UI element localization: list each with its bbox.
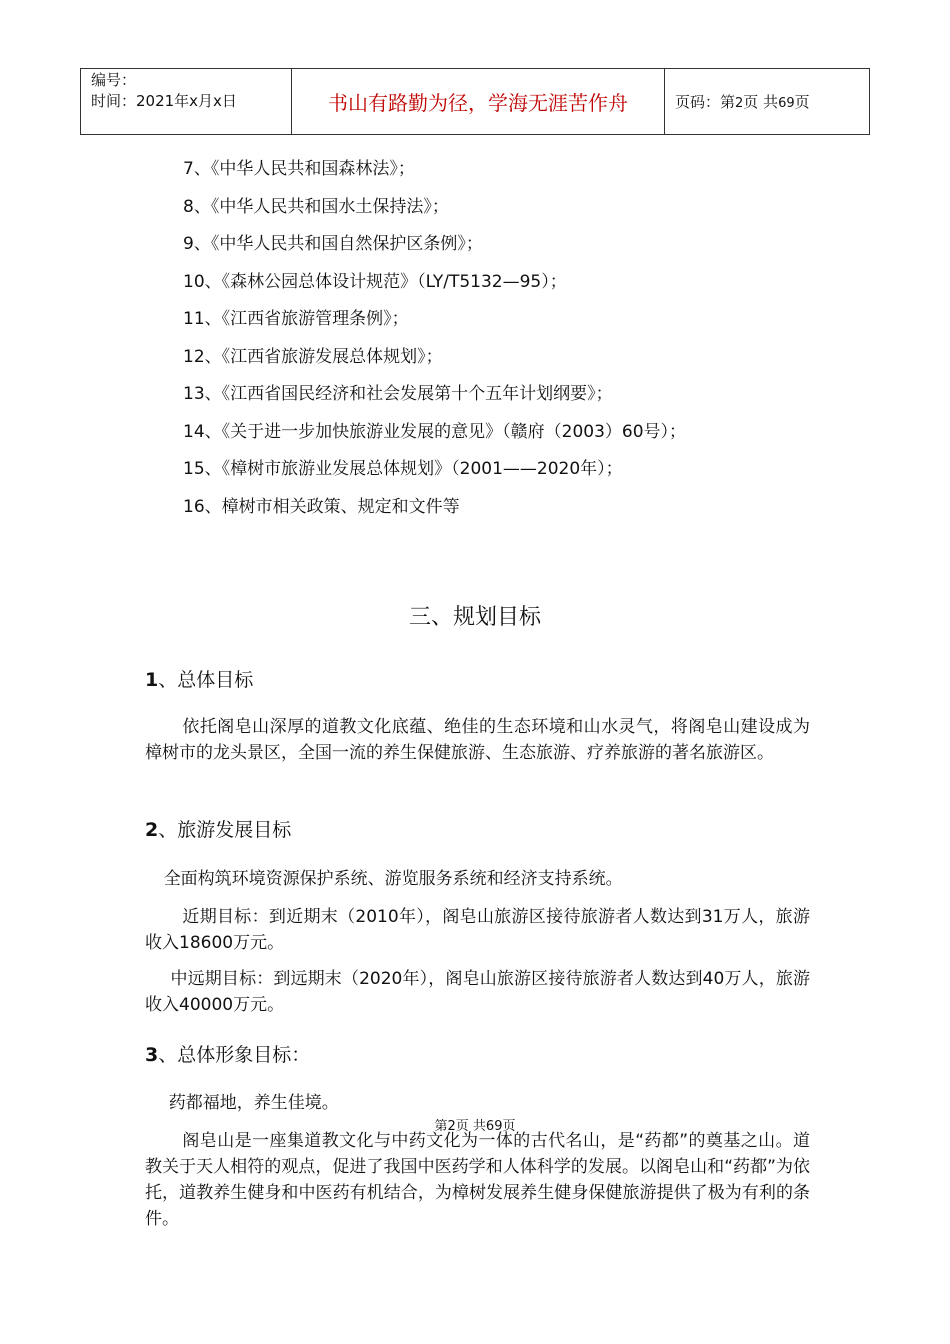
paragraph-slogan: 药都福地，养生佳境。 xyxy=(168,1093,339,1113)
section-title: 三、规划目标 xyxy=(408,605,541,630)
reference-item: 11、《江西省旅游管理条例》； xyxy=(183,309,409,329)
reference-item: 10、《森林公园总体设计规范》（LY/T5132—95）； xyxy=(183,271,567,292)
reference-item: 8、《中华人民共和国水土保持法》； xyxy=(183,196,449,217)
page-current: 2 xyxy=(735,96,744,111)
date-label: 时间：2021年x月x日 xyxy=(91,92,237,110)
reference-item: 13、《江西省国民经济和社会发展第十个五年计划纲要》； xyxy=(183,384,613,404)
subheading-tourism-goal xyxy=(145,815,291,842)
subheading-text: 、旅游发展目标 xyxy=(158,819,292,841)
page-label-prefix: 页码：第 xyxy=(675,93,736,111)
header-info-cell xyxy=(81,69,292,135)
paragraph-long-term: 中远期目标：到远期末（2020年），阁皂山旅游区接待旅游者人数达到40万人，旅游收入40000万元。 xyxy=(145,969,810,1015)
paragraph-overall-goal: 依托阁皂山深厚的道教文化底蕴、绝佳的生态环境和山水灵气，将阁皂山建设成为樟树市的龙头景区，全国一流的养生保健旅游、生态旅游、疗养旅游的著名旅游区。 xyxy=(145,717,810,763)
reference-item: 7、《中华人民共和国森林法》； xyxy=(183,159,415,179)
subheading-number: 3 xyxy=(145,1044,159,1066)
reference-item: 9、《中华人民共和国自然保护区条例》； xyxy=(183,234,483,254)
page-total: 69 xyxy=(778,96,795,111)
subheading-overall-goal xyxy=(145,665,253,692)
subheading-number: 2 xyxy=(145,819,159,841)
paragraph-gezao-mountain: 阁皂山是一座集道教文化与中药文化为一体的古代名山，是“药都”的奠基之山。道教关于天人相符的观点，促进了我国中医药学和人体科学的发展。以阁皂山和“药都”为依托，道教养生健身和中医药有机结合，为樟树发展养生健身保健旅游提供了极为有利的条件。 xyxy=(145,1131,810,1229)
reference-item: 16、樟树市相关政策、规定和文件等 xyxy=(183,496,460,517)
header-table xyxy=(80,68,870,135)
subheading-text: 、总体目标 xyxy=(158,669,254,691)
reference-item: 15、《樟树市旅游业发展总体规划》（2001——2020年）； xyxy=(183,459,623,479)
page-label-mid: 页 共 xyxy=(743,93,779,111)
reference-item: 14、《关于进一步加快旅游业发展的意见》（赣府（2003）60号）； xyxy=(183,421,687,442)
subheading-text: 、总体形象目标： xyxy=(158,1044,311,1066)
page-label-suffix: 页 xyxy=(794,93,810,111)
paragraph-systems: 全面构筑环境资源保护系统、游览服务系统和经济支持系统。 xyxy=(163,869,623,889)
number-label: 编号： xyxy=(91,71,137,89)
page-footer: 第2页 共69页 xyxy=(434,1119,516,1134)
motto: 书山有路勤为径，学海无涯苦作舟 xyxy=(328,91,628,115)
paragraph-near-term: 近期目标：到近期末（2010年），阁皂山旅游区接待旅游者人数达到31万人，旅游收入18600万元。 xyxy=(145,907,810,953)
motto-cell xyxy=(292,69,665,135)
subheading-number: 1 xyxy=(145,669,159,691)
reference-item: 12、《江西省旅游发展总体规划》； xyxy=(183,346,443,367)
reference-list xyxy=(183,154,686,529)
subheading-image-goal xyxy=(145,1040,310,1067)
page-cell xyxy=(665,69,870,135)
